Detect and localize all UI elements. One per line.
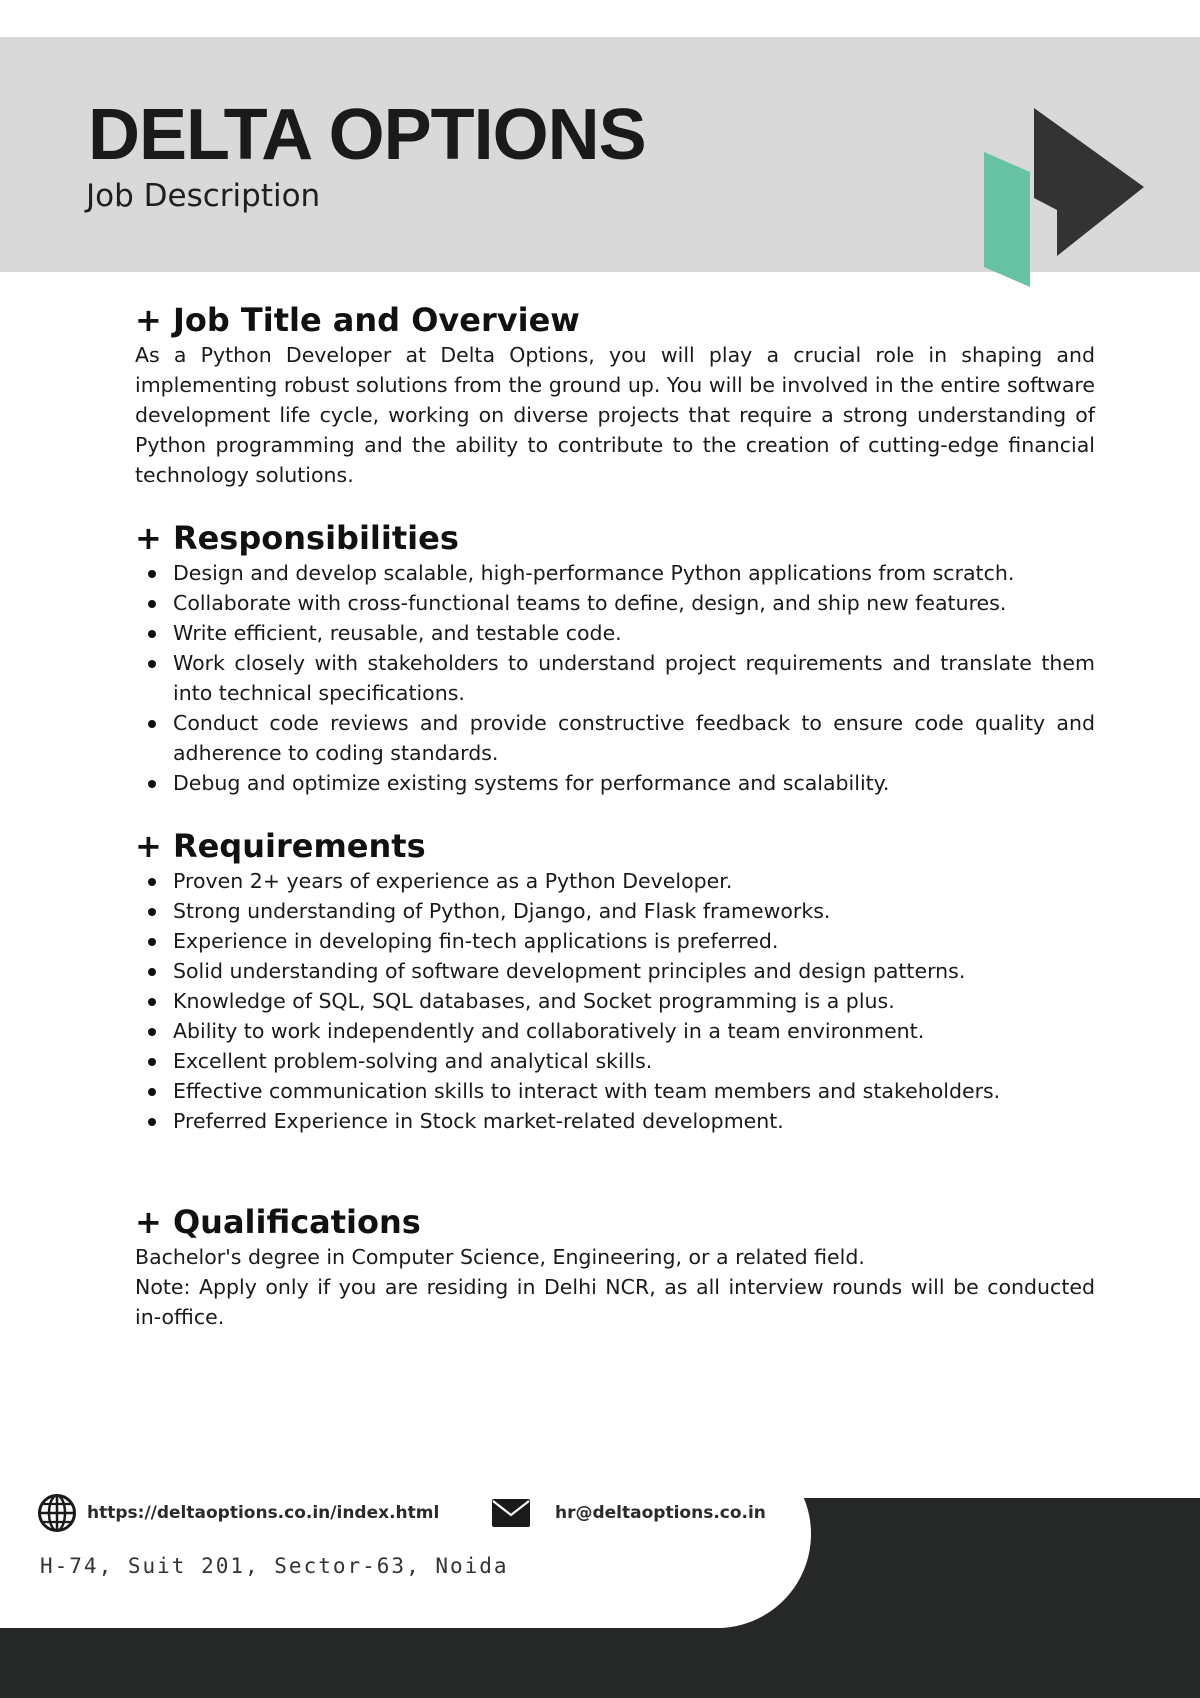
list-item: Knowledge of SQL, SQL databases, and Socket programming is a plus. [173,986,1095,1016]
list-item: Proven 2+ years of experience as a Python Developer. [173,866,1095,896]
company-name: DELTA OPTIONS [88,95,646,175]
email-link[interactable]: hr@deltaoptions.co.in [555,1503,766,1523]
section-requirements [135,826,1095,1136]
email-contact[interactable] [491,1494,766,1532]
list-item: Experience in developing fin-tech applications is preferred. [173,926,1095,956]
list-item: Design and develop scalable, high-performance Python applications from scratch. [173,558,1095,588]
office-address: H-74, Suit 201, Sector-63, Noida [40,1554,509,1578]
logo-green-shape [984,152,1030,287]
section-heading: + Responsibilities [135,519,459,557]
section-heading: + Job Title and Overview [135,301,580,339]
list-item: Effective communication skills to interact with team members and stakeholders. [173,1076,1095,1106]
document-body [135,300,1095,1332]
document-subtitle: Job Description [86,178,321,214]
list-item: Solid understanding of software development principles and design patterns. [173,956,1095,986]
envelope-icon [491,1497,531,1529]
logo-dark-shape [1034,108,1144,256]
section-heading: + Requirements [135,827,426,865]
list-item: Excellent problem-solving and analytical skills. [173,1046,1095,1076]
delta-options-logo [982,106,1147,291]
website-link[interactable]: https://deltaoptions.co.in/index.html [87,1503,440,1523]
globe-icon [37,1493,77,1533]
section-heading: + Qualifications [135,1203,421,1241]
list-item: Collaborate with cross-functional teams to define, design, and ship new features. [173,588,1095,618]
footer-contact-panel [0,1440,811,1628]
header-band [0,37,1200,272]
list-item: Preferred Experience in Stock market-related development. [173,1106,1095,1136]
section-qualifications [135,1202,1095,1332]
list-item: Work closely with stakeholders to understand project requirements and translate them into technical specifications. [173,648,1095,708]
list-item: Conduct code reviews and provide constructive feedback to ensure code quality and adherence to coding standards. [173,708,1095,768]
qualification-degree: Bachelor's degree in Computer Science, Engineering, or a related field. [135,1245,865,1269]
list-item: Strong understanding of Python, Django, and Flask frameworks. [173,896,1095,926]
requirements-list [135,866,1095,1136]
website-contact[interactable] [37,1494,439,1532]
responsibilities-list [135,558,1095,798]
section-overview [135,300,1095,490]
list-item: Write efficient, reusable, and testable code. [173,618,1095,648]
list-item: Debug and optimize existing systems for performance and scalability. [173,768,1095,798]
overview-paragraph: As a Python Developer at Delta Options, you will play a crucial role in shaping and implementing robust solutions from the ground up. You will be involved in the entire software development life cycle, working on diverse projects that require a strong understanding of Python programming and the ability to contribute to the creation of cutting-edge financial technology solutions. [135,343,1095,487]
qualification-note: Note: Apply only if you are residing in Delhi NCR, as all interview rounds will be conducted in-office. [135,1275,1095,1329]
section-responsibilities [135,518,1095,798]
list-item: Ability to work independently and collaboratively in a team environment. [173,1016,1095,1046]
